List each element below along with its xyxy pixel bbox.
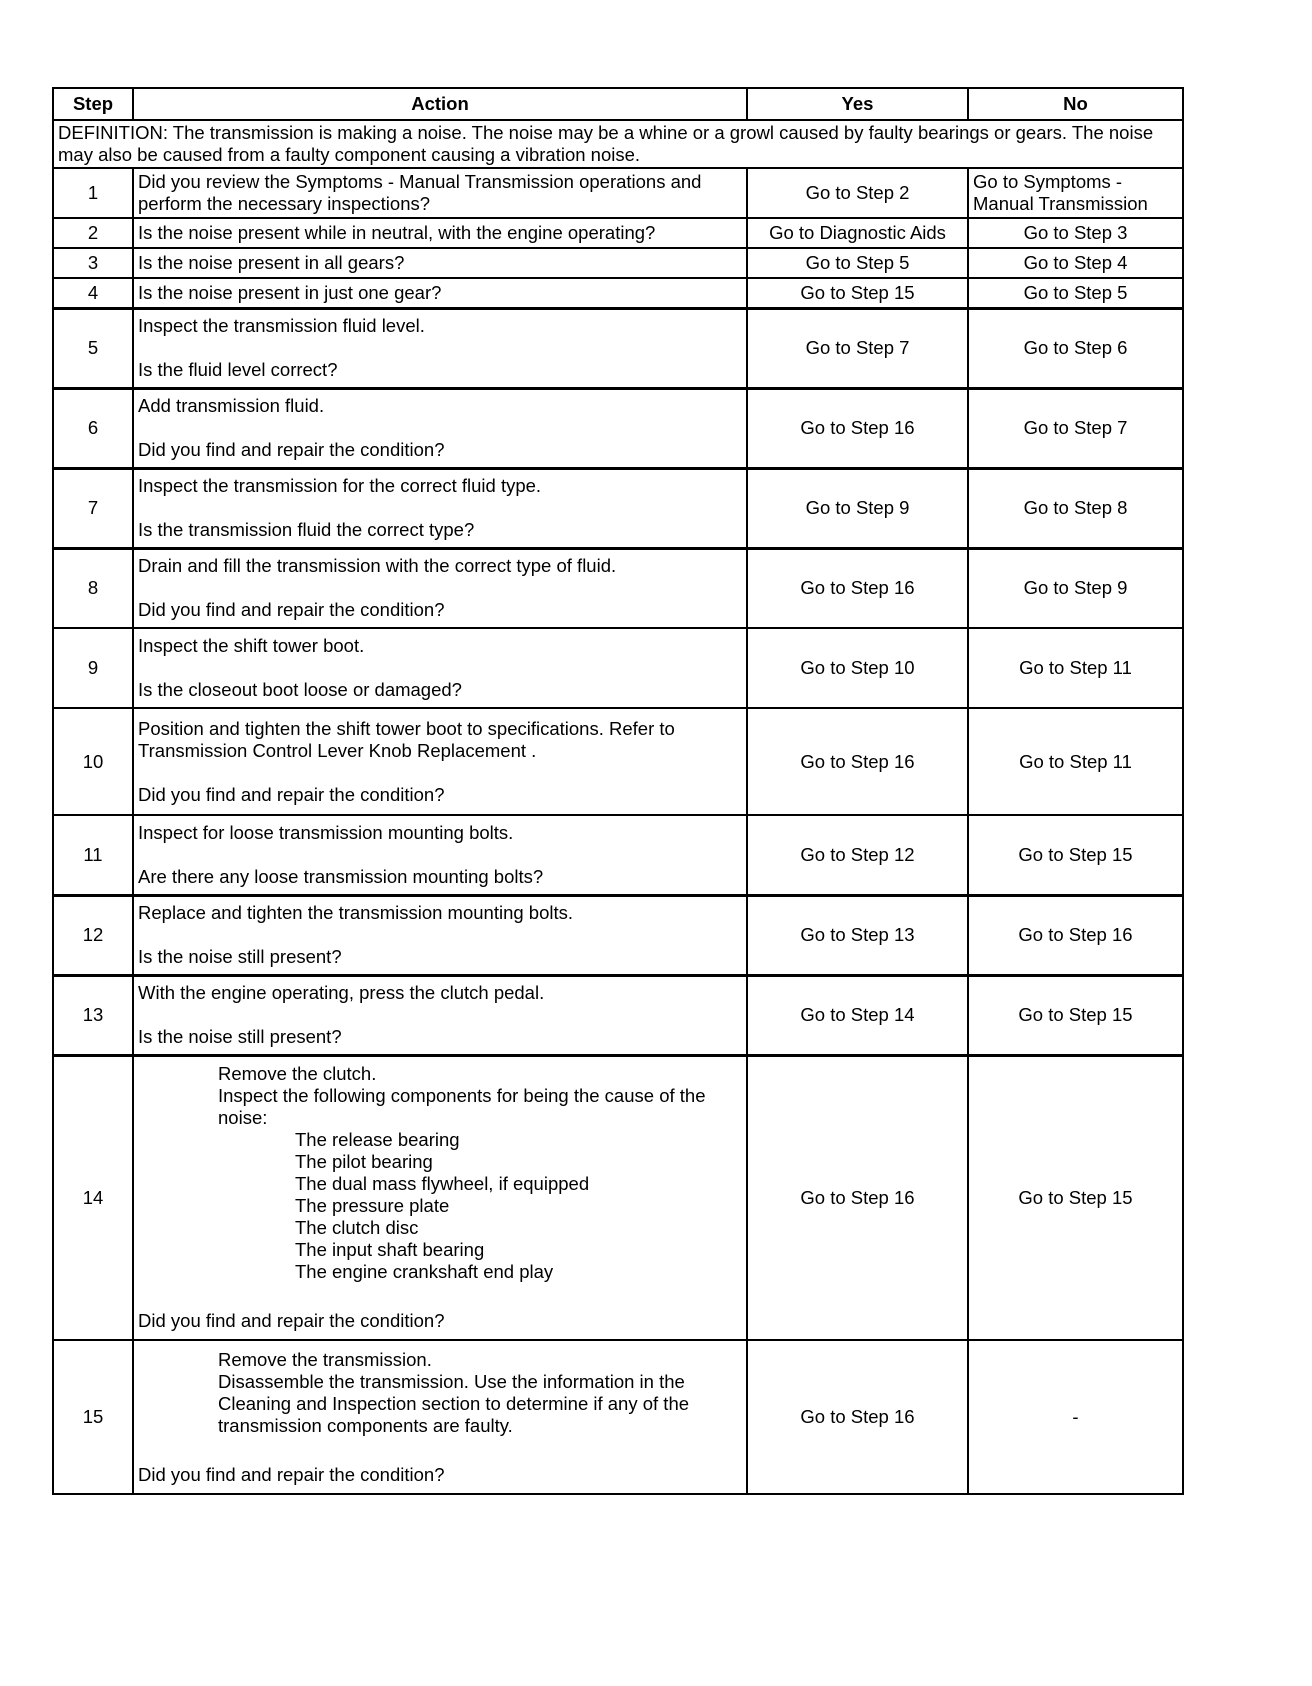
no-cell: Go to Symptoms - Manual Transmission [968,168,1183,218]
action-cell [133,388,747,468]
no-cell: Go to Step 15 [968,975,1183,1055]
action-cell [133,708,747,815]
action-cell [133,308,747,388]
list-item: The dual mass flywheel, if equipped [295,1173,590,1195]
action-question: Did you find and repair the condition? [138,783,445,805]
no-cell: Go to Step 16 [968,895,1183,975]
table-row [53,218,1183,248]
table-row [53,388,1183,468]
yes-cell: Go to Step 14 [747,975,968,1055]
yes-cell: Go to Step 16 [747,548,968,628]
action-question: Is the closeout boot loose or damaged? [138,679,462,700]
no-cell: Go to Step 11 [968,628,1183,708]
table-row [53,248,1183,278]
action-line: Inspect the following components for being the cause of the noise: [218,1085,706,1129]
no-cell: Go to Step 5 [968,278,1183,308]
table-row [53,815,1183,895]
action-question: Are there any loose transmission mounting bolts? [138,865,544,887]
definition-text: DEFINITION: The transmission is making a noise. The noise may be a whine or a growl caused by faulty bearings or gears. The noise may also be caused from a faulty component causing a vibration noise. [53,120,1183,168]
step-number: 9 [53,628,133,708]
action-question: Did you find and repair the condition? [138,599,445,621]
header-row [53,88,1183,120]
step-number: 13 [53,975,133,1055]
action-cell [133,815,747,895]
definition-row [53,120,1183,168]
action-text: Is the noise present while in neutral, with the engine operating? [133,218,747,248]
no-cell: Go to Step 8 [968,468,1183,548]
action-question: Did you find and repair the condition? [138,1463,445,1485]
table-row [53,168,1183,218]
yes-cell: Go to Step 16 [747,1055,968,1340]
no-cell: Go to Step 15 [968,1055,1183,1340]
action-cell [133,975,747,1055]
table-row [53,468,1183,548]
table-row [53,708,1183,815]
action-cell [133,1055,747,1340]
list-item: The pressure plate [295,1195,450,1217]
action-text: Is the noise present in just one gear? [133,278,747,308]
action-cell [133,895,747,975]
action-cell [133,1340,747,1494]
action-instruction: Replace and tighten the transmission mounting bolts. [138,902,574,923]
table-row [53,1055,1183,1340]
table-row [53,975,1183,1055]
header-step: Step [53,88,133,120]
header-action: Action [133,88,747,120]
action-instruction: Inspect for loose transmission mounting bolts. [138,821,514,843]
no-cell: - [968,1340,1183,1494]
yes-cell: Go to Diagnostic Aids [747,218,968,248]
action-instruction: Inspect the shift tower boot. [138,635,365,656]
action-instruction: Add transmission fluid. [138,395,325,416]
header-yes: Yes [747,88,968,120]
action-line: Remove the clutch. [218,1063,377,1085]
yes-cell: Go to Step 16 [747,388,968,468]
list-item: The clutch disc [295,1217,419,1239]
no-cell: Go to Step 9 [968,548,1183,628]
action-instruction: Inspect the transmission for the correct fluid type. [138,475,542,496]
table-row [53,548,1183,628]
action-line: Remove the transmission. [218,1348,432,1370]
header-no: No [968,88,1183,120]
yes-cell: Go to Step 2 [747,168,968,218]
diagnostic-table [52,87,1184,1495]
action-question: Is the transmission fluid the correct type? [138,519,475,540]
yes-cell: Go to Step 16 [747,708,968,815]
yes-cell: Go to Step 5 [747,248,968,278]
action-instruction: Position and tighten the shift tower boot to specifications. Refer to Transmission Control Lever Knob Replacement . [138,717,675,761]
table-row [53,308,1183,388]
no-cell: Go to Step 11 [968,708,1183,815]
action-question: Is the noise still present? [138,946,342,967]
action-question: Did you find and repair the condition? [138,439,445,460]
table-row [53,278,1183,308]
step-number: 12 [53,895,133,975]
yes-cell: Go to Step 9 [747,468,968,548]
step-number: 8 [53,548,133,628]
action-instruction: Inspect the transmission fluid level. [138,315,425,336]
action-text: Is the noise present in all gears? [133,248,747,278]
step-number: 4 [53,278,133,308]
action-text: Did you review the Symptoms - Manual Transmission operations and perform the necessary inspections? [133,168,747,218]
no-cell: Go to Step 7 [968,388,1183,468]
action-cell [133,628,747,708]
yes-cell: Go to Step 7 [747,308,968,388]
action-question: Is the noise still present? [138,1026,342,1047]
no-cell: Go to Step 15 [968,815,1183,895]
action-question: Did you find and repair the condition? [138,1310,445,1332]
no-cell: Go to Step 4 [968,248,1183,278]
step-number: 3 [53,248,133,278]
list-item: The engine crankshaft end play [295,1261,554,1283]
yes-cell: Go to Step 10 [747,628,968,708]
yes-cell: Go to Step 16 [747,1340,968,1494]
list-item: The release bearing [295,1129,460,1151]
list-item: The input shaft bearing [295,1239,485,1261]
yes-cell: Go to Step 15 [747,278,968,308]
action-instruction: With the engine operating, press the clutch pedal. [138,982,545,1003]
step-number: 6 [53,388,133,468]
action-instruction: Drain and fill the transmission with the correct type of fluid. [138,555,617,577]
action-cell [133,548,747,628]
action-cell [133,468,747,548]
step-number: 14 [53,1055,133,1340]
yes-cell: Go to Step 13 [747,895,968,975]
action-line: Disassemble the transmission. Use the information in the Cleaning and Inspection section to determine if any of the transmission components are faulty. [218,1370,690,1436]
table-row [53,628,1183,708]
no-cell: Go to Step 6 [968,308,1183,388]
yes-cell: Go to Step 12 [747,815,968,895]
no-cell: Go to Step 3 [968,218,1183,248]
table-row [53,895,1183,975]
step-number: 7 [53,468,133,548]
step-number: 1 [53,168,133,218]
step-number: 2 [53,218,133,248]
step-number: 11 [53,815,133,895]
action-question: Is the fluid level correct? [138,359,338,380]
table-row [53,1340,1183,1494]
step-number: 10 [53,708,133,815]
step-number: 5 [53,308,133,388]
step-number: 15 [53,1340,133,1494]
list-item: The pilot bearing [295,1151,433,1173]
